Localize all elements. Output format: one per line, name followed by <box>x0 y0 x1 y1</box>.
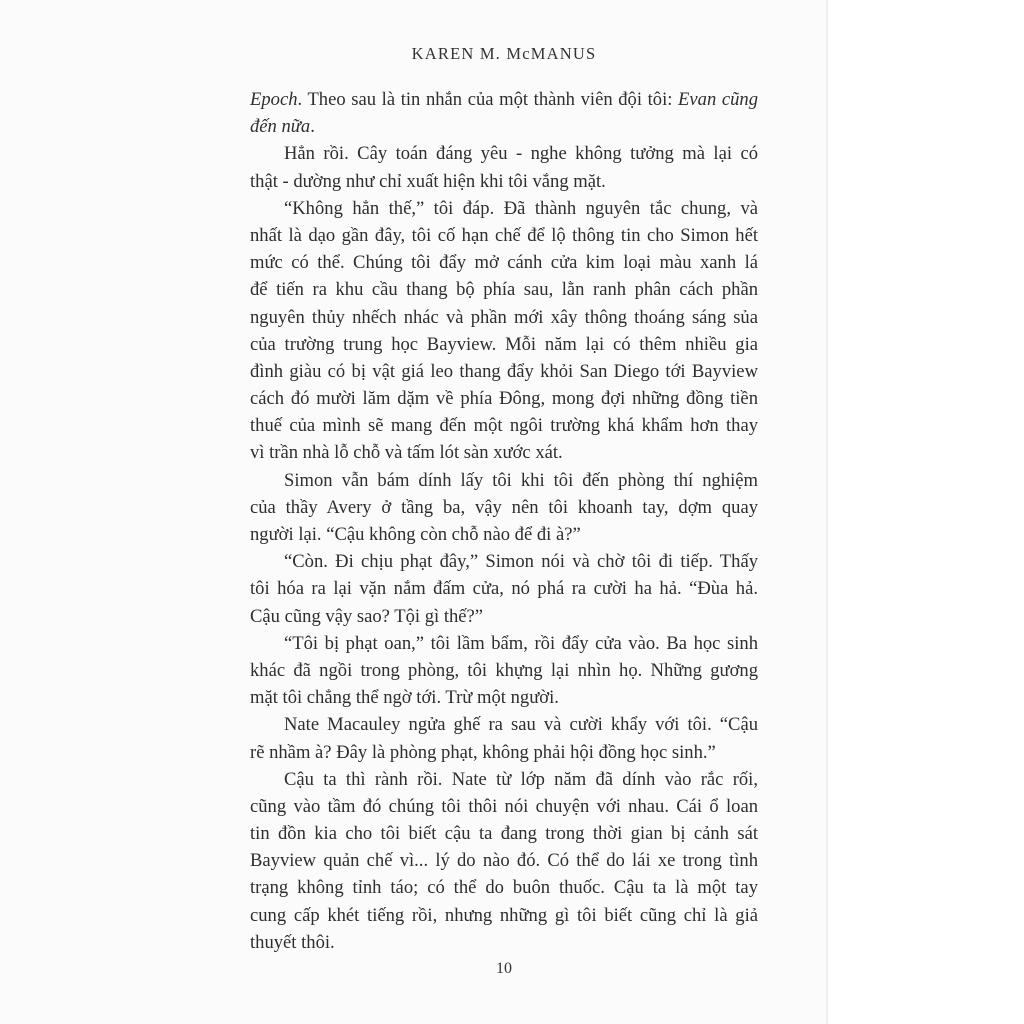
text-run: Hẳn rồi. Cây toán đáng yêu - nghe không tưởng mà lại có <box>284 143 758 165</box>
page-number: 10 <box>496 960 512 977</box>
text-run: tin đồn kia cho tôi biết cậu ta đang trong thời gian bị cảnh sát <box>250 823 758 845</box>
text-line <box>250 874 758 901</box>
text-run: “Còn. Đi chịu phạt đây,” Simon nói và chờ tôi đi tiếp. Thấy <box>284 551 758 573</box>
text-line <box>250 385 758 412</box>
text-run: người lại. “Cậu không còn chỗ nào để đi à?” <box>250 524 581 545</box>
text-line <box>250 902 758 929</box>
text-run: cung cấp khét tiếng rồi, nhưng những gì tôi biết cũng chỉ là giả <box>250 904 758 926</box>
text-line <box>250 494 758 521</box>
text-run: cũng vào tầm đó chúng tôi thôi nói chuyện với nhau. Cái ổ loan <box>250 795 758 817</box>
text-line <box>250 113 758 140</box>
body-text <box>250 86 758 956</box>
text-line <box>250 820 758 847</box>
text-run: . <box>310 116 315 138</box>
text-run: thuyết thôi. <box>250 931 335 953</box>
text-line <box>250 521 758 548</box>
text-line <box>250 603 758 630</box>
text-run: Cậu ta thì rành rồi. Nate từ lớp năm đã dính vào rắc rối, <box>284 768 758 790</box>
text-line <box>250 929 758 956</box>
italic-text: Epoch <box>250 89 298 110</box>
text-run: rẽ nhầm à? Đây là phòng phạt, không phải hội đồng học sinh.” <box>250 741 716 763</box>
text-run: đình giàu có bị vật giá leo thang đẩy khỏi San Diego tới Bayview <box>250 360 758 382</box>
page-edge <box>826 0 828 1024</box>
text-run: nguyên thủy nhếch nhác và phần mới xây thông thoáng sáng sủa <box>250 306 758 328</box>
text-line <box>250 630 758 657</box>
text-line <box>250 304 758 331</box>
text-line <box>250 657 758 684</box>
text-run: Bayview quản chế vì... lý do nào đó. Có thể do lái xe trong tình <box>250 850 758 872</box>
text-run: “Không hẳn thế,” tôi đáp. Đã thành nguyên tắc chung, và <box>284 197 758 219</box>
text-run: thuế của mình sẽ mang đến một ngôi trường khá khẩm hơn thay <box>250 415 758 437</box>
text-run: nhất là dạo gần đây, tôi cố hạn chế để lộ thông tin cho Simon hết <box>250 224 758 246</box>
text-run: thật - dường như chỉ xuất hiện khi tôi vắng mặt. <box>250 170 606 192</box>
text-line <box>250 439 758 466</box>
text-line <box>250 766 758 793</box>
text-line <box>250 467 758 494</box>
text-run: . Theo sau là tin nhắn của một thành viên đội tôi: <box>297 89 679 110</box>
text-line <box>250 222 758 249</box>
text-line <box>250 249 758 276</box>
text-run: để tiến ra khu cầu thang bộ phía sau, lằn ranh phân cách phần <box>250 279 758 301</box>
italic-text: đến nữa <box>250 116 311 138</box>
text-line <box>250 331 758 358</box>
text-line <box>250 548 758 575</box>
text-run: của trường trung học Bayview. Mỗi năm lại có thêm nhiều gia <box>250 333 758 355</box>
text-line <box>250 168 758 195</box>
text-line <box>250 739 758 766</box>
text-run: Nate Macauley ngửa ghế ra sau và cười khẩy với tôi. “Cậu <box>284 714 758 736</box>
text-run: cách đó mười lăm dặm về phía Đông, mong đợi những đồng tiền <box>250 388 758 410</box>
running-header-author: KAREN M. McMANUS <box>411 44 597 63</box>
text-run: của thầy Avery ở tầng ba, vậy nên tôi khoanh tay, dợm quay <box>250 496 758 518</box>
text-run: khác đã ngồi trong phòng, tôi khựng lại nhìn họ. Những gương <box>250 659 758 681</box>
text-run: mức có thể. Chúng tôi đẩy mở cánh cửa kim loại màu xanh lá <box>250 252 758 274</box>
text-line <box>250 793 758 820</box>
text-line <box>250 358 758 385</box>
text-run: vì trần nhà lỗ chỗ và tấm lót sàn xước xát. <box>250 442 563 464</box>
text-line <box>250 276 758 303</box>
text-line <box>250 86 758 113</box>
text-line <box>250 575 758 602</box>
text-line <box>250 684 758 711</box>
text-line <box>250 847 758 874</box>
text-run: tôi hóa ra lại vặn nắm đấm cửa, nó phá ra cười ha hả. “Đùa hả. <box>250 578 758 600</box>
text-run: Cậu cũng vậy sao? Tội gì thế?” <box>250 605 484 627</box>
text-run: mặt tôi chẳng thể ngờ tới. Trừ một người. <box>250 687 559 709</box>
text-line <box>250 711 758 738</box>
text-run: trạng không tỉnh táo; có thể do buôn thuốc. Cậu ta là một tay <box>250 877 758 899</box>
text-run: Simon vẫn bám dính lấy tôi khi tôi đến phòng thí nghiệm <box>284 469 758 491</box>
text-line <box>250 412 758 439</box>
italic-text: Evan cũng <box>678 89 758 110</box>
text-line <box>250 195 758 222</box>
text-run: “Tôi bị phạt oan,” tôi lầm bẩm, rồi đẩy cửa vào. Ba học sinh <box>284 632 758 654</box>
text-line <box>250 140 758 167</box>
